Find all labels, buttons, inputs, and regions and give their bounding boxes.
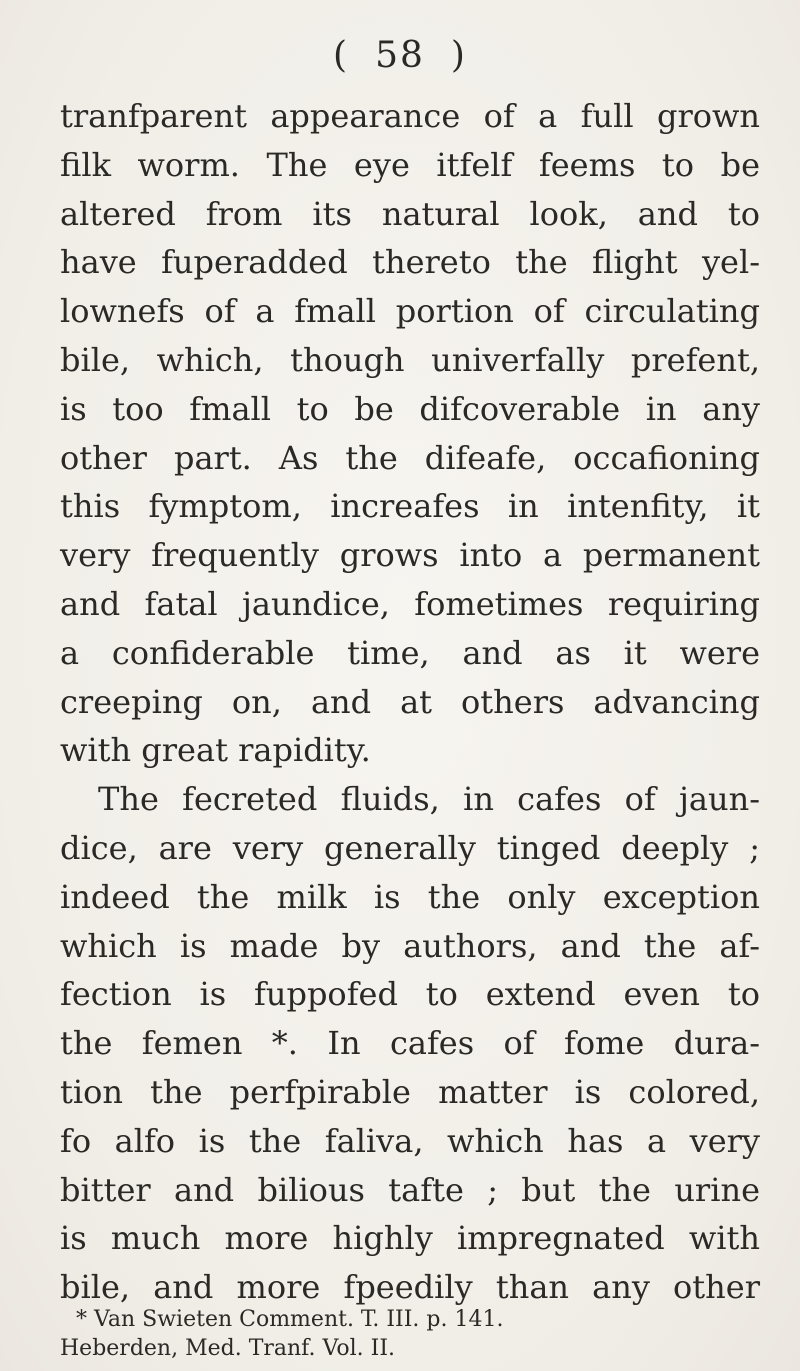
- text-line: The fecreted fluids, in cafes of jaun-: [98, 780, 760, 819]
- text-line: very frequently grows into a permanent: [60, 536, 760, 575]
- text-line: a confiderable time, and as it were: [60, 633, 760, 672]
- page-header: [0, 36, 800, 76]
- text-line: the femen *. In cafes of fome dura-: [60, 1024, 760, 1063]
- text-line: bitter and bilious tafte ; but the urine: [60, 1170, 760, 1209]
- text-line: this fymptom, increafes in intenfity, it: [60, 487, 760, 526]
- text-line: fo alfo is the faliva, which has a very: [60, 1121, 760, 1160]
- text-line: filk worm. The eye itfelf feems to be: [60, 145, 760, 184]
- text-line: bile, which, though univerfally prefent,: [60, 340, 760, 379]
- page-number: 58: [375, 35, 425, 76]
- text-line: is much more highly impregnated with: [60, 1219, 760, 1258]
- text-line: lownefs of a fmall portion of circulating: [60, 292, 760, 331]
- text-line: tion the perfpirable matter is colored,: [60, 1072, 760, 1111]
- footnotes: [60, 1305, 760, 1363]
- text-line: indeed the milk is the only exception: [60, 877, 760, 916]
- text-line: altered from its natural look, and to: [60, 194, 760, 233]
- text-line: tranfparent appearance of a full grown: [60, 97, 760, 135]
- footnote-line: * Van Swieten Comment. T. III. p. 141.: [76, 1307, 504, 1332]
- text-line: is too fmall to be difcoverable in any: [60, 389, 760, 428]
- text-line: dice, are very generally tinged deeply ;: [60, 828, 760, 867]
- text-line: fection is fuppofed to extend even to: [60, 975, 760, 1014]
- text-line: and fatal jaundice, fometimes requiring: [60, 584, 760, 623]
- text-line: with great rapidity.: [60, 731, 371, 770]
- close-paren: ): [450, 35, 467, 76]
- open-paren: (: [333, 35, 350, 76]
- text-line: bile, and more fpeedily than any other: [60, 1268, 760, 1307]
- body-text: [60, 92, 760, 1312]
- text-line: creeping on, and at others advancing: [60, 682, 760, 721]
- footnote-line: Heberden, Med. Tranf. Vol. II.: [60, 1336, 396, 1361]
- text-line: have fuperadded thereto the flight yel-: [60, 243, 760, 282]
- text-line: which is made by authors, and the af-: [60, 926, 760, 965]
- text-line: other part. As the difeafe, occafioning: [60, 438, 760, 477]
